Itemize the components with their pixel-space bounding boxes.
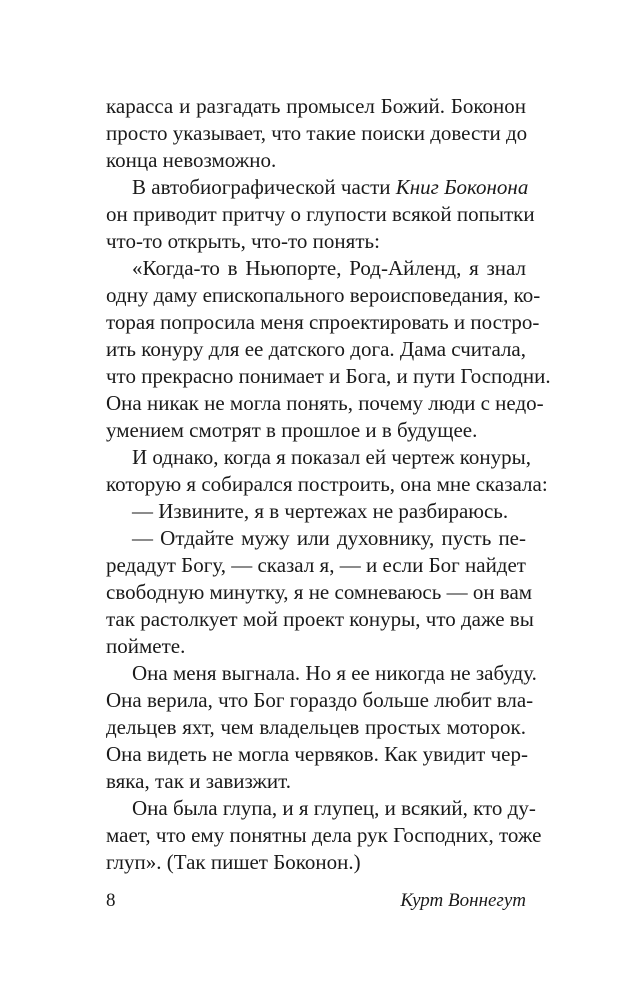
text-line: И однако, когда я показал ей чертеж конуры, (132, 445, 531, 469)
text-line: которую я собирался построить, она мне сказала: (106, 472, 548, 496)
text-line: конца невозможно. (106, 148, 277, 172)
text-fragment: В автобиографической части (132, 175, 391, 199)
text-line: Она верила, что Бог гораздо больше любит вла- (106, 688, 534, 712)
text-line: Она меня выгнала. Но я ее никогда не забуду. (132, 661, 537, 685)
text-line: глуп». (Так пишет Боконон.) (106, 850, 361, 874)
running-head-author: Курт Воннегут (400, 890, 526, 911)
page-number: 8 (106, 890, 116, 911)
text-line (132, 174, 529, 200)
text-line: Она никак не могла понять, почему люди с недо- (106, 391, 544, 415)
text-line: что-то открыть, что-то понять: (106, 229, 380, 253)
text-line: что прекрасно понимает и Бога, и пути Господни. (106, 364, 551, 388)
text-line: одну даму епископального вероисповедания, ко- (106, 283, 541, 307)
text-line: просто указывает, что такие поиски довести до (106, 121, 528, 145)
text-line: карасса и разгадать промысел Божий. Боконон (106, 94, 526, 118)
book-title-italic: Книг Боконона (395, 175, 529, 199)
text-line: мает, что ему понятны дела рук Господних, тоже (106, 823, 542, 847)
text-line: умением смотрят в прошлое и в будущее. (106, 418, 478, 442)
text-line: свободную минутку, я не сомневаюсь — он вам (106, 580, 533, 604)
text-line: вяка, так и завизжит. (106, 769, 291, 793)
text-line: так растолкует мой проект конуры, что даже вы (106, 607, 534, 631)
text-line: — Отдайте мужу или духовнику, пусть пе- (132, 526, 526, 550)
text-line: «Когда-то в Ньюпорте, Род-Айленд, я знал (132, 256, 526, 280)
text-line: торая попросила меня спроектировать и постро- (106, 310, 540, 334)
text-line: поймете. (106, 634, 186, 658)
text-line: — Извините, я в чертежах не разбираюсь. (132, 499, 509, 523)
text-line: Она видеть не могла червяков. Как увидит чер- (106, 742, 528, 766)
text-line: дельцев яхт, чем владельцев простых моторок. (106, 715, 526, 739)
text-line: он приводит притчу о глупости всякой попытки (106, 202, 535, 226)
text-line: редадут Богу, — сказал я, — и если Бог найдет (106, 553, 526, 577)
text-line: ить конуру для ее датского дога. Дама считала, (106, 337, 526, 361)
text-line: Она была глупа, и я глупец, и всякий, кто ду- (132, 796, 536, 820)
